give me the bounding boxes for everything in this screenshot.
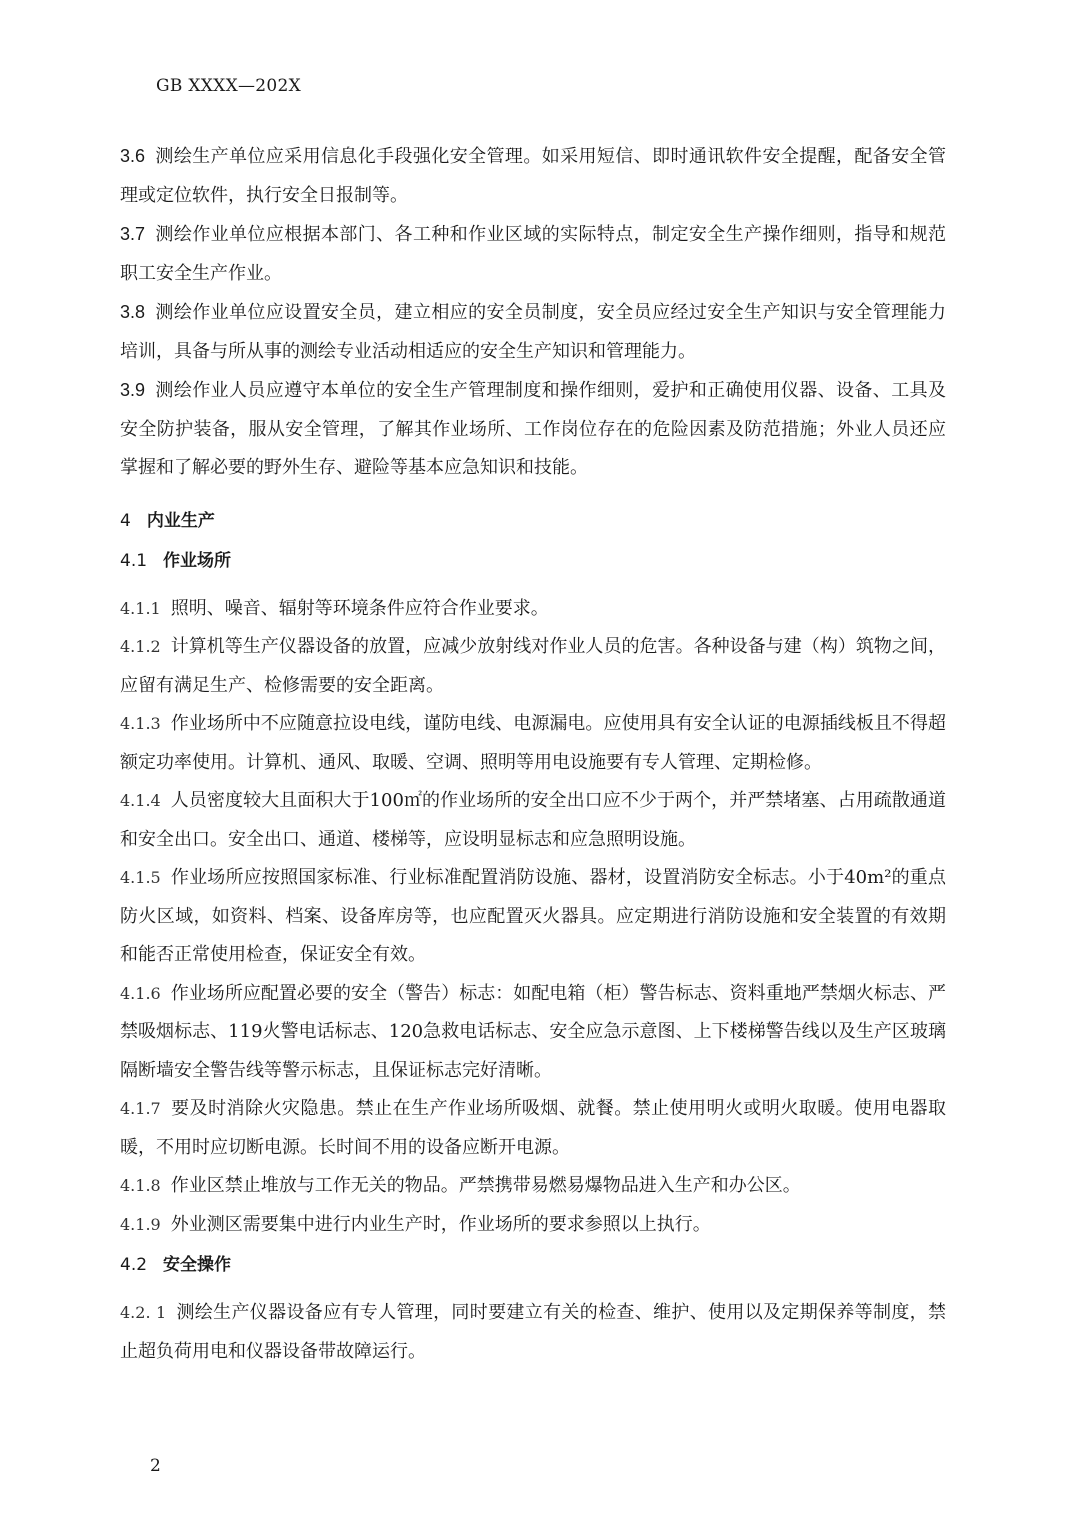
clause-4-1-7 [120,1090,946,1167]
clause-text: 作业区禁止堆放与工作无关的物品。严禁携带易燃易爆物品进入生产和办公区。 [170,1175,801,1196]
standard-code-header: GB XXXX—202X [156,76,302,96]
clause-text: 要及时消除火灾隐患。禁止在生产作业场所吸烟、就餐。禁止使用明火或明火取暖。使用电器取暖，不用时应切断电源。长时间不用的设备应断开电源。 [120,1098,946,1158]
clause-number: 3.9 [120,380,146,400]
clause-text: 外业测区需要集中进行内业生产时，作业场所的要求参照以上执行。 [170,1213,711,1235]
clause-4-1-1 [120,590,946,629]
section-number: 4.2 [120,1255,148,1275]
clause-text: 测绘生产单位应采用信息化手段强化安全管理。如采用短信、即时通讯软件安全提醒，配备安全管理或定位软件，执行安全日报制等。 [120,146,946,206]
section-title: 作业场所 [163,550,232,571]
clause-3-7 [120,215,946,293]
clause-number: 4.1.1 [120,598,161,618]
clause-number: 3.8 [120,302,146,322]
section-4-1-heading [120,542,946,580]
clause-number: 4.1.2 [120,637,161,656]
clause-text: 测绘作业单位应根据本部门、各工种和作业区域的实际特点，制定安全生产操作细则，指导和规范职工安全生产作业。 [120,224,946,284]
clause-number: 3.6 [120,146,146,166]
clause-3-8 [120,293,946,371]
clause-text: 作业场所应按照国家标准、行业标准配置消防设施、器材，设置消防安全标志。小于40m²的重点防火区域，如资料、档案、设备库房等，也应配置灭火器具。应定期进行消防设施和安全装置的有效期和能否正常使用检查，保证安全有效。 [120,867,946,965]
clause-number: 3.7 [120,224,146,244]
clause-4-1-9 [120,1206,946,1245]
clause-text: 人员密度较大且面积大于100㎡的作业场所的安全出口应不少于两个，并严禁堵塞、占用疏散通道和安全出口。安全出口、通道、楼梯等，应设明显标志和应急照明设施。 [120,790,946,850]
clause-4-1-4 [120,782,946,859]
clause-text: 作业场所中不应随意拉设电线，谨防电线、电源漏电。应使用具有安全认证的电源插线板且不得超额定功率使用。计算机、通风、取暖、空调、照明等用电设施要有专人管理、定期检修。 [120,713,946,773]
document-body [120,137,946,1371]
clause-number: 4.1.7 [120,1099,161,1118]
clause-text: 作业场所应配置必要的安全（警告）标志：如配电箱（柜）警告标志、资料重地严禁烟火标志、严禁吸烟标志、119火警电话标志、120急救电话标志、安全应急示意图、上下楼梯警告线以及生产区玻璃隔断墙安全警告线等警示标志，且保证标志完好清晰。 [120,982,946,1081]
clause-number: 4.1.8 [120,1176,161,1195]
clause-4-1-3 [120,705,946,782]
clause-text: 计算机等生产仪器设备的放置，应减少放射线对作业人员的危害。各种设备与建（构）筑物之间，应留有满足生产、检修需要的安全距离。 [120,636,946,696]
clause-4-1-8 [120,1167,946,1206]
section-title: 安全操作 [163,1255,232,1275]
clause-3-6 [120,137,946,215]
clause-number: 4.1.9 [120,1214,161,1234]
section-4-2-heading [120,1246,946,1284]
clause-number: 4.1.3 [120,714,161,733]
clause-3-9 [120,371,946,488]
section-4-heading [120,502,946,540]
clause-4-1-2 [120,628,946,705]
page-number: 2 [150,1456,161,1476]
clause-4-1-5 [120,859,946,975]
clause-number: 4.1.4 [120,791,161,810]
clause-number: 4.1.6 [120,983,161,1003]
section-number: 4 [120,510,131,531]
clause-text: 测绘生产仪器设备应有专人管理，同时要建立有关的检查、维护、使用以及定期保养等制度，禁止超负荷用电和仪器设备带故障运行。 [120,1302,947,1362]
section-number: 4.1 [120,550,148,571]
section-title: 内业生产 [146,510,215,531]
clause-text: 测绘作业单位应设置安全员，建立相应的安全员制度，安全员应经过安全生产知识与安全管理能力培训，具备与所从事的测绘专业活动相适应的安全生产知识和管理能力。 [120,302,946,362]
clause-number: 4.1.5 [120,868,161,887]
clause-text: 测绘作业人员应遵守本单位的安全生产管理制度和操作细则，爱护和正确使用仪器、设备、工具及安全防护装备，服从安全管理，了解其作业场所、工作岗位存在的危险因素及防范措施；外业人员还应掌握和了解必要的野外生存、避险等基本应急知识和技能。 [120,380,946,478]
clause-text: 照明、噪音、辐射等环境条件应符合作业要求。 [170,597,549,619]
clause-number: 4.2. 1 [120,1303,167,1322]
clause-4-1-6 [120,975,946,1091]
clause-4-2-1 [120,1294,946,1371]
